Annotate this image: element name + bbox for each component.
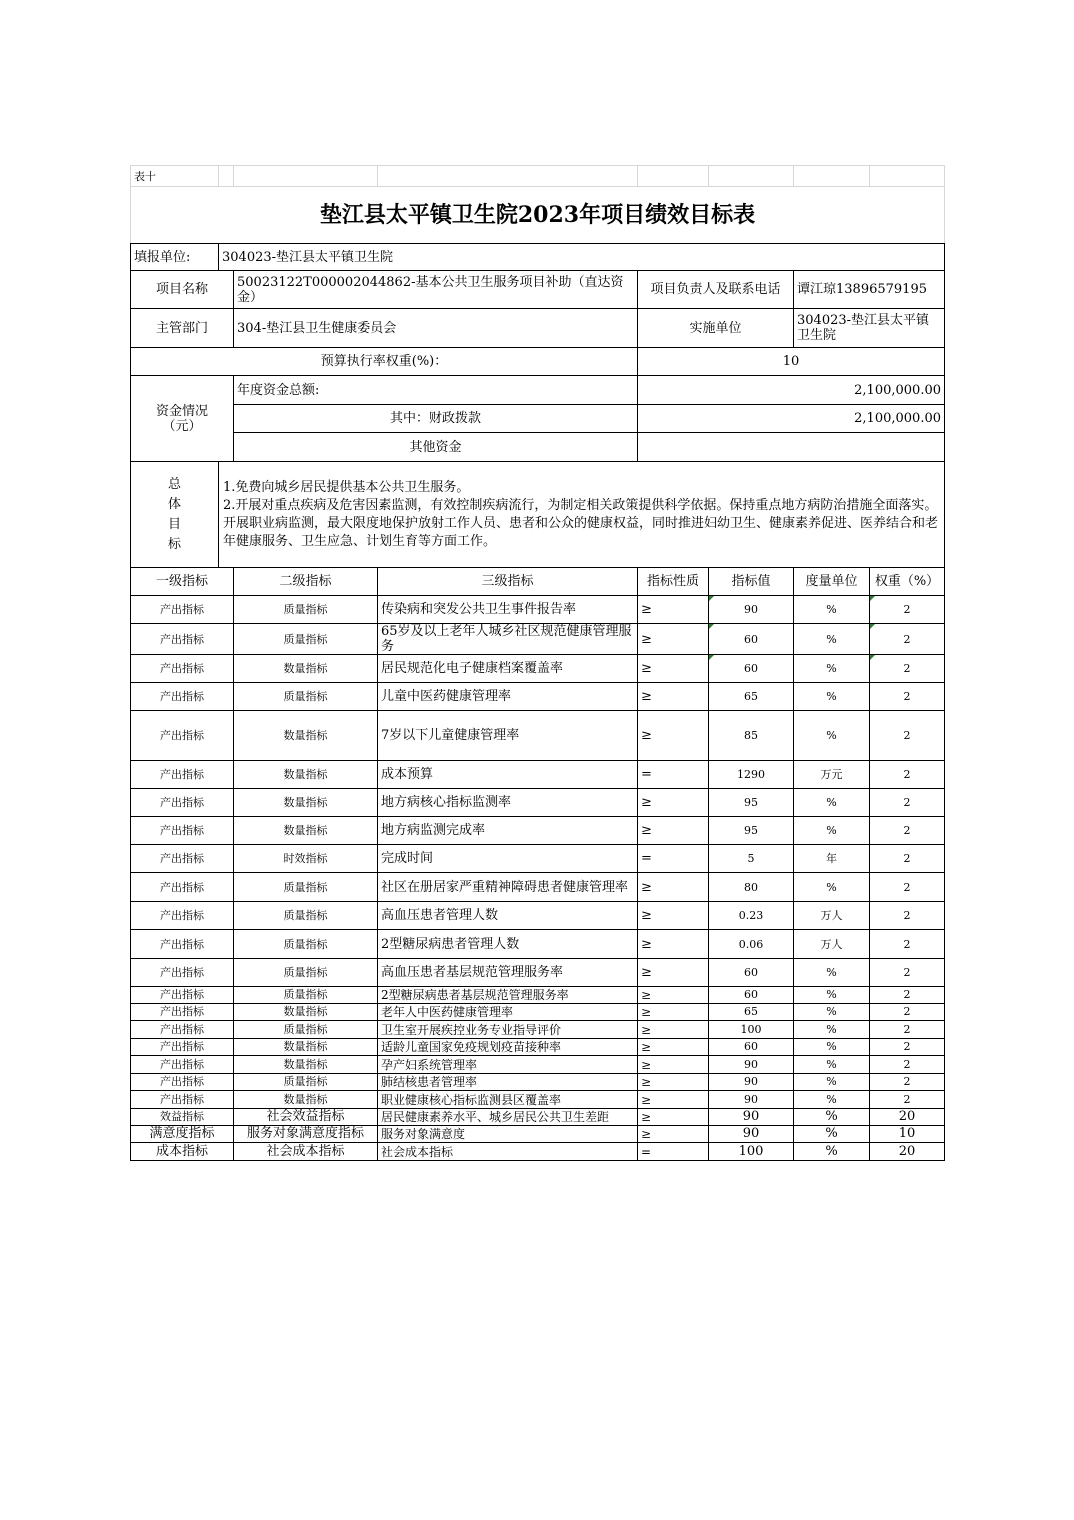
cell-unit: 万元 [794, 761, 870, 789]
cell-level1: 产出指标 [131, 930, 234, 959]
cell-value: 60 [709, 1039, 794, 1056]
cell-level3: 社区在册居家严重精神障碍患者健康管理率 [378, 873, 638, 902]
goal-line-2: 2.开展对重点疾病及危害因素监测，有效控制疾病流行，为制定相关政策提供科学依据。保持重点地方病防治措施全面落实。开展职业病监测，最大限度地保护放射工作人员、患者和公众的健康权益，同时推进妇幼卫生、健康素养促进、医养结合和老年健康服务、卫生应急、计划生育等方面工作。 [223, 497, 939, 549]
cell-unit: 万人 [794, 902, 870, 930]
cell-weight: 20 [870, 1143, 945, 1161]
cell-value: 0.06 [709, 930, 794, 959]
table-row [131, 1074, 945, 1091]
table-row [131, 683, 945, 711]
table-row [131, 1056, 945, 1074]
cell-value: 90 [709, 596, 794, 624]
cell-level1: 产出指标 [131, 1004, 234, 1021]
indicator-rows [131, 596, 945, 1161]
cell-level1: 产出指标 [131, 1039, 234, 1056]
project-name-label: 项目名称 [131, 271, 234, 309]
cell-weight: 2 [870, 902, 945, 930]
table-row [131, 655, 945, 683]
other-funds-value [638, 433, 945, 462]
cell-level2: 社会效益指标 [234, 1109, 378, 1126]
cell-level1: 效益指标 [131, 1109, 234, 1126]
cell-level3: 2型糖尿病患者管理人数 [378, 930, 638, 959]
cell-level3: 地方病核心指标监测率 [378, 789, 638, 817]
table-tag: 表十 [131, 166, 219, 187]
cell-weight: 2 [870, 683, 945, 711]
table-row [131, 1039, 945, 1056]
cell-level3: 传染病和突发公共卫生事件报告率 [378, 596, 638, 624]
header-level1: 一级指标 [131, 568, 234, 596]
impl-unit-label: 实施单位 [638, 309, 794, 348]
table-row [131, 1126, 945, 1143]
cell-nature: ≥ [638, 655, 709, 683]
cell-level1: 满意度指标 [131, 1126, 234, 1143]
page-title: 垫江县太平镇卫生院2023年项目绩效目标表 [131, 187, 945, 244]
cell-level1: 成本指标 [131, 1143, 234, 1161]
cell-value: 60 [709, 624, 794, 655]
cell-nature: ≥ [638, 683, 709, 711]
cell-unit: 年 [794, 845, 870, 873]
cell-unit: % [794, 624, 870, 655]
cell-level1: 产出指标 [131, 1021, 234, 1039]
indicator-header-row [131, 568, 945, 596]
cell-weight: 2 [870, 1004, 945, 1021]
table-row [131, 624, 945, 655]
header-nature: 指标性质 [638, 568, 709, 596]
cell-level2: 质量指标 [234, 596, 378, 624]
cell-level2: 数量指标 [234, 1091, 378, 1109]
cell-level3: 65岁及以上老年人城乡社区规范健康管理服务 [378, 624, 638, 655]
cell-level2: 服务对象满意度指标 [234, 1126, 378, 1143]
cell-level1: 产出指标 [131, 845, 234, 873]
cell-level3: 成本预算 [378, 761, 638, 789]
cell-level2: 时效指标 [234, 845, 378, 873]
cell-level1: 产出指标 [131, 655, 234, 683]
cell-weight: 2 [870, 1056, 945, 1074]
table-row [131, 1143, 945, 1161]
cell-nature: ≥ [638, 902, 709, 930]
cell-unit: % [794, 711, 870, 761]
cell-level3: 居民健康素养水平、城乡居民公共卫生差距 [378, 1109, 638, 1126]
cell-unit: % [794, 596, 870, 624]
goal-label-char: 总 [167, 476, 181, 492]
cell-nature: ≥ [638, 1091, 709, 1109]
cell-value: 90 [709, 1091, 794, 1109]
header-weight: 权重（%） [870, 568, 945, 596]
cell-level1: 产出指标 [131, 902, 234, 930]
cell-nature: ≥ [638, 817, 709, 845]
cell-unit: % [794, 1039, 870, 1056]
cell-weight: 10 [870, 1126, 945, 1143]
goal-label-char: 标 [167, 536, 181, 552]
cell-level2: 数量指标 [234, 711, 378, 761]
cell-unit: % [794, 789, 870, 817]
cell-weight: 2 [870, 711, 945, 761]
cell-level3: 7岁以下儿童健康管理率 [378, 711, 638, 761]
cell-weight: 20 [870, 1109, 945, 1126]
cell-level2: 数量指标 [234, 789, 378, 817]
cell-level1: 产出指标 [131, 1091, 234, 1109]
cell-level1: 产出指标 [131, 596, 234, 624]
cell-value: 95 [709, 817, 794, 845]
cell-unit: % [794, 1021, 870, 1039]
budget-weight-label: 预算执行率权重(%)： [131, 348, 638, 376]
cell-level3: 儿童中医药健康管理率 [378, 683, 638, 711]
table-row [131, 930, 945, 959]
cell-weight: 2 [870, 1074, 945, 1091]
cell-unit: % [794, 1143, 870, 1161]
table-row [131, 596, 945, 624]
cell-level1: 产出指标 [131, 1074, 234, 1091]
fiscal-label: 其中：财政拨款 [234, 405, 638, 433]
cell-level1: 产出指标 [131, 624, 234, 655]
table-row [131, 845, 945, 873]
cell-nature: = [638, 1143, 709, 1161]
cell-unit: % [794, 817, 870, 845]
header-level2: 二级指标 [234, 568, 378, 596]
cell-nature: ≥ [638, 1021, 709, 1039]
cell-level2: 质量指标 [234, 902, 378, 930]
table-row [131, 902, 945, 930]
cell-level3: 社会成本指标 [378, 1143, 638, 1161]
cell-level3: 职业健康核心指标监测县区覆盖率 [378, 1091, 638, 1109]
cell-nature: ≥ [638, 873, 709, 902]
cell-level2: 数量指标 [234, 1039, 378, 1056]
cell-nature: ≥ [638, 1039, 709, 1056]
reporting-unit-label: 填报单位: [131, 244, 219, 271]
cell-value: 60 [709, 655, 794, 683]
cell-level2: 数量指标 [234, 655, 378, 683]
cell-level2: 数量指标 [234, 1004, 378, 1021]
cell-level2: 质量指标 [234, 624, 378, 655]
cell-nature: ≥ [638, 987, 709, 1004]
cell-nature: ≥ [638, 1074, 709, 1091]
header-level3: 三级指标 [378, 568, 638, 596]
goal-label-char: 体 [167, 496, 181, 512]
header-unit: 度量单位 [794, 568, 870, 596]
cell-unit: % [794, 1004, 870, 1021]
cell-weight: 2 [870, 987, 945, 1004]
cell-level1: 产出指标 [131, 987, 234, 1004]
cell-weight: 2 [870, 873, 945, 902]
overall-goal-label [131, 462, 219, 568]
cell-weight: 2 [870, 1021, 945, 1039]
cell-level2: 质量指标 [234, 987, 378, 1004]
table-row [131, 761, 945, 789]
fiscal-value: 2,100,000.00 [638, 405, 945, 433]
table-row [131, 789, 945, 817]
performance-table [130, 165, 945, 1161]
dept-value: 304-垫江县卫生健康委员会 [234, 309, 638, 348]
cell-nature: ≥ [638, 930, 709, 959]
cell-value: 100 [709, 1143, 794, 1161]
cell-level2: 数量指标 [234, 1056, 378, 1074]
table-row [131, 1021, 945, 1039]
cell-level2: 质量指标 [234, 1074, 378, 1091]
impl-unit-value: 304023-垫江县太平镇卫生院 [794, 309, 945, 348]
cell-value: 60 [709, 987, 794, 1004]
cell-weight: 2 [870, 1091, 945, 1109]
cell-nature: ≥ [638, 1109, 709, 1126]
cell-nature: ≥ [638, 596, 709, 624]
cell-unit: % [794, 655, 870, 683]
cell-unit: % [794, 1056, 870, 1074]
project-leader-value: 谭江琼13896579195 [794, 271, 945, 309]
cell-level2: 质量指标 [234, 683, 378, 711]
cell-unit: % [794, 987, 870, 1004]
cell-level3: 2型糖尿病患者基层规范管理服务率 [378, 987, 638, 1004]
cell-unit: % [794, 959, 870, 987]
cell-value: 80 [709, 873, 794, 902]
project-leader-label: 项目负责人及联系电话 [638, 271, 794, 309]
annual-total-value: 2,100,000.00 [638, 376, 945, 405]
cell-weight: 2 [870, 817, 945, 845]
cell-weight: 2 [870, 845, 945, 873]
project-name-value: 50023122T000002044862-基本公共卫生服务项目补助（直达资金） [234, 271, 638, 309]
cell-weight: 2 [870, 655, 945, 683]
cell-weight: 2 [870, 624, 945, 655]
cell-weight: 2 [870, 596, 945, 624]
table-row [131, 711, 945, 761]
goal-line-1: 1.免费向城乡居民提供基本公共卫生服务。 [223, 479, 470, 495]
cell-value: 65 [709, 683, 794, 711]
cell-level3: 高血压患者管理人数 [378, 902, 638, 930]
cell-level2: 质量指标 [234, 1021, 378, 1039]
budget-weight-value: 10 [638, 348, 945, 376]
cell-nature: = [638, 845, 709, 873]
cell-level1: 产出指标 [131, 1056, 234, 1074]
table-row [131, 1109, 945, 1126]
cell-level1: 产出指标 [131, 711, 234, 761]
cell-unit: % [794, 1074, 870, 1091]
cell-weight: 2 [870, 761, 945, 789]
cell-weight: 2 [870, 959, 945, 987]
table-row [131, 1004, 945, 1021]
cell-level3: 适龄儿童国家免疫规划疫苗接种率 [378, 1039, 638, 1056]
cell-unit: % [794, 1091, 870, 1109]
cell-value: 95 [709, 789, 794, 817]
reporting-unit-value: 304023-垫江县太平镇卫生院 [219, 244, 945, 271]
cell-level3: 老年人中医药健康管理率 [378, 1004, 638, 1021]
cell-level1: 产出指标 [131, 817, 234, 845]
cell-value: 5 [709, 845, 794, 873]
cell-nature: ≥ [638, 624, 709, 655]
cell-unit: % [794, 1126, 870, 1143]
header-value: 指标值 [709, 568, 794, 596]
cell-level1: 产出指标 [131, 873, 234, 902]
cell-level2: 质量指标 [234, 873, 378, 902]
cell-unit: 万人 [794, 930, 870, 959]
cell-value: 0.23 [709, 902, 794, 930]
cell-level2: 质量指标 [234, 959, 378, 987]
cell-level1: 产出指标 [131, 761, 234, 789]
cell-level3: 服务对象满意度 [378, 1126, 638, 1143]
cell-level2: 数量指标 [234, 817, 378, 845]
cell-nature: = [638, 761, 709, 789]
cell-level3: 完成时间 [378, 845, 638, 873]
cell-nature: ≥ [638, 789, 709, 817]
cell-value: 90 [709, 1126, 794, 1143]
other-funds-label: 其他资金 [234, 433, 638, 462]
dept-label: 主管部门 [131, 309, 234, 348]
cell-level3: 孕产妇系统管理率 [378, 1056, 638, 1074]
cell-value: 90 [709, 1109, 794, 1126]
cell-level1: 产出指标 [131, 789, 234, 817]
goal-label-char: 目 [167, 516, 181, 532]
table-row [131, 873, 945, 902]
cell-value: 85 [709, 711, 794, 761]
table-row [131, 987, 945, 1004]
table-row [131, 959, 945, 987]
cell-level3: 高血压患者基层规范管理服务率 [378, 959, 638, 987]
cell-value: 90 [709, 1056, 794, 1074]
cell-nature: ≥ [638, 1126, 709, 1143]
overall-goal-text [219, 462, 945, 568]
cell-value: 1290 [709, 761, 794, 789]
annual-total-label: 年度资金总额: [234, 376, 638, 405]
cell-nature: ≥ [638, 711, 709, 761]
cell-level3: 地方病监测完成率 [378, 817, 638, 845]
cell-level3: 肺结核患者管理率 [378, 1074, 638, 1091]
table-row [131, 817, 945, 845]
cell-weight: 2 [870, 930, 945, 959]
cell-level3: 卫生室开展疾控业务专业指导评价 [378, 1021, 638, 1039]
cell-value: 65 [709, 1004, 794, 1021]
cell-weight: 2 [870, 1039, 945, 1056]
funds-label: 资金情况（元） [131, 376, 234, 462]
performance-target-sheet [130, 165, 944, 1161]
cell-unit: % [794, 683, 870, 711]
cell-level2: 质量指标 [234, 930, 378, 959]
table-row [131, 1091, 945, 1109]
cell-unit: % [794, 1109, 870, 1126]
cell-nature: ≥ [638, 1004, 709, 1021]
cell-value: 100 [709, 1021, 794, 1039]
cell-unit: % [794, 873, 870, 902]
cell-value: 90 [709, 1074, 794, 1091]
cell-level1: 产出指标 [131, 683, 234, 711]
cell-level2: 社会成本指标 [234, 1143, 378, 1161]
cell-level2: 数量指标 [234, 761, 378, 789]
cell-level1: 产出指标 [131, 959, 234, 987]
cell-level3: 居民规范化电子健康档案覆盖率 [378, 655, 638, 683]
cell-weight: 2 [870, 789, 945, 817]
cell-nature: ≥ [638, 1056, 709, 1074]
cell-value: 60 [709, 959, 794, 987]
cell-nature: ≥ [638, 959, 709, 987]
